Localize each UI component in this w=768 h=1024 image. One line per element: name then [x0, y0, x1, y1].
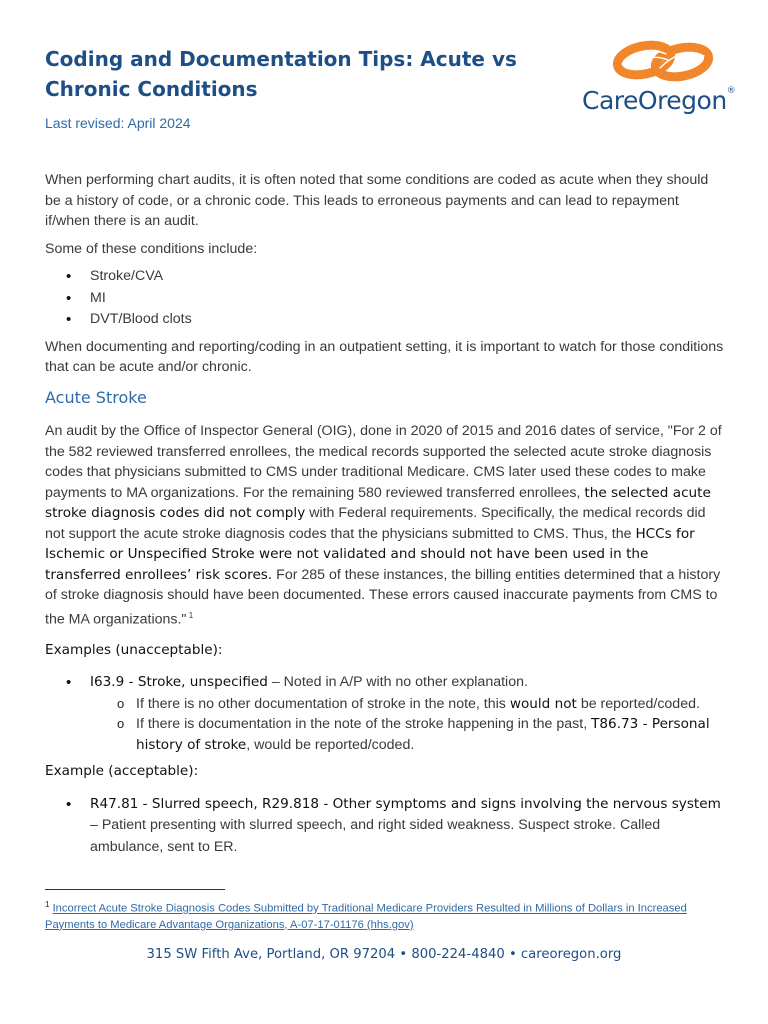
- footnote-divider: [45, 889, 225, 890]
- unacceptable-label: Examples (unacceptable):: [45, 641, 223, 658]
- list-item: • DVT/Blood clots: [90, 309, 725, 331]
- audit-paragraph: [45, 421, 725, 630]
- page-title: Coding and Documentation Tips: Acute vs Chronic Conditions: [45, 47, 517, 101]
- audit-text: For 285 of these instances, the billing entities determined that a history of stroke diagnosis should have been documented. These errors caused inaccurate payments from CMS to the MA organizations.": [45, 566, 721, 628]
- code-label: R47.81 - Slurred speech, R29.818 - Other symptoms and signs involving the nervous system: [90, 795, 721, 812]
- footnote-number: 1: [45, 900, 50, 909]
- footnote-link[interactable]: Incorrect Acute Stroke Diagnosis Codes Submitted by Traditional Medicare Providers Resulted in Millions of Dollars in Increased Payments to Medicare Advantage Organizations, A-07-17-01176 (hhs.gov): [45, 902, 687, 931]
- sub-list-item: [136, 714, 725, 755]
- code-label: I63.9 - Stroke, unspecified: [90, 674, 268, 691]
- sub-list: [90, 694, 725, 756]
- careoregon-logo: [582, 38, 742, 120]
- code-note: – Patient presenting with slurred speech, and right sided weakness. Suspect stroke. Called ambulance, sent to ER.: [90, 817, 661, 855]
- acceptable-label: Example (acceptable):: [45, 763, 199, 780]
- code-note: – Noted in A/P with no other explanation.: [267, 674, 528, 691]
- list-item: • Stroke/CVA: [90, 266, 725, 288]
- audit-text: An audit by the Office of Inspector General (OIG), done in 2020 of 2015 and 2016 dates of service, "For 2 of the 582 reviewed transferred enrollees, the medical records supported the selected acute stroke diagnosis codes that physicians submitted to CMS under traditional Medicare. CMS later used these codes to make payments to MA organizations. For the remaining 580 reviewed transferred enrollees,: [45, 423, 722, 501]
- audit-emphasis: HCCs for Ischemic or Unspecified Stroke were not validated and should not have been used in the transferred enrollees’ risk scores.: [45, 525, 695, 583]
- list-item: • MI: [90, 288, 725, 310]
- footer-address: 315 SW Fifth Ave, Portland, OR 97204 • 800-224-4840 • careoregon.org: [146, 947, 622, 962]
- audit-text: with Federal requirements. Specifically, the medical records did not support the acute stroke diagnosis codes that the physicians submitted to CMS. Thus, the: [45, 505, 706, 542]
- outpatient-paragraph: When documenting and reporting/coding in an outpatient setting, it is important to watch for those conditions that can be acute and/or chronic.: [45, 338, 724, 375]
- sub-text: be reported/coded.: [576, 695, 700, 712]
- emphasis: T86.73 - Personal history of stroke: [136, 716, 710, 753]
- conditions-intro: Some of these conditions include:: [45, 240, 258, 257]
- emphasis: would not: [509, 695, 577, 712]
- sub-list-item: [136, 694, 725, 715]
- section-heading: Acute Stroke: [45, 387, 147, 407]
- acceptable-list: [45, 794, 725, 859]
- sub-text: , would be reported/coded.: [246, 736, 415, 753]
- main-content: [45, 170, 725, 864]
- audit-emphasis: the selected acute stroke diagnosis codes did not comply: [45, 484, 711, 521]
- conditions-list: [45, 266, 725, 331]
- logo-wordmark: [582, 86, 735, 115]
- logo-registered-mark: ®: [726, 86, 736, 96]
- sub-text: If there is no other documentation of stroke in the note, this: [136, 695, 510, 712]
- list-item: [90, 794, 725, 859]
- last-revised-date: Last revised: April 2024: [45, 115, 191, 131]
- list-item: [90, 672, 725, 755]
- sub-text: If there is documentation in the note of the stroke happening in the past,: [136, 716, 592, 733]
- logo-swirl-icon: [582, 38, 742, 88]
- intro-paragraph: When performing chart audits, it is often noted that some conditions are coded as acute when they should be a history of code, or a chronic code. This leads to erroneous payments and can lead to repayment if/when there is an audit.: [45, 172, 709, 229]
- footnote: [45, 897, 725, 933]
- unacceptable-list: [45, 672, 725, 755]
- footnote-reference: 1: [186, 610, 194, 620]
- logo-text: CareOregon: [582, 86, 727, 115]
